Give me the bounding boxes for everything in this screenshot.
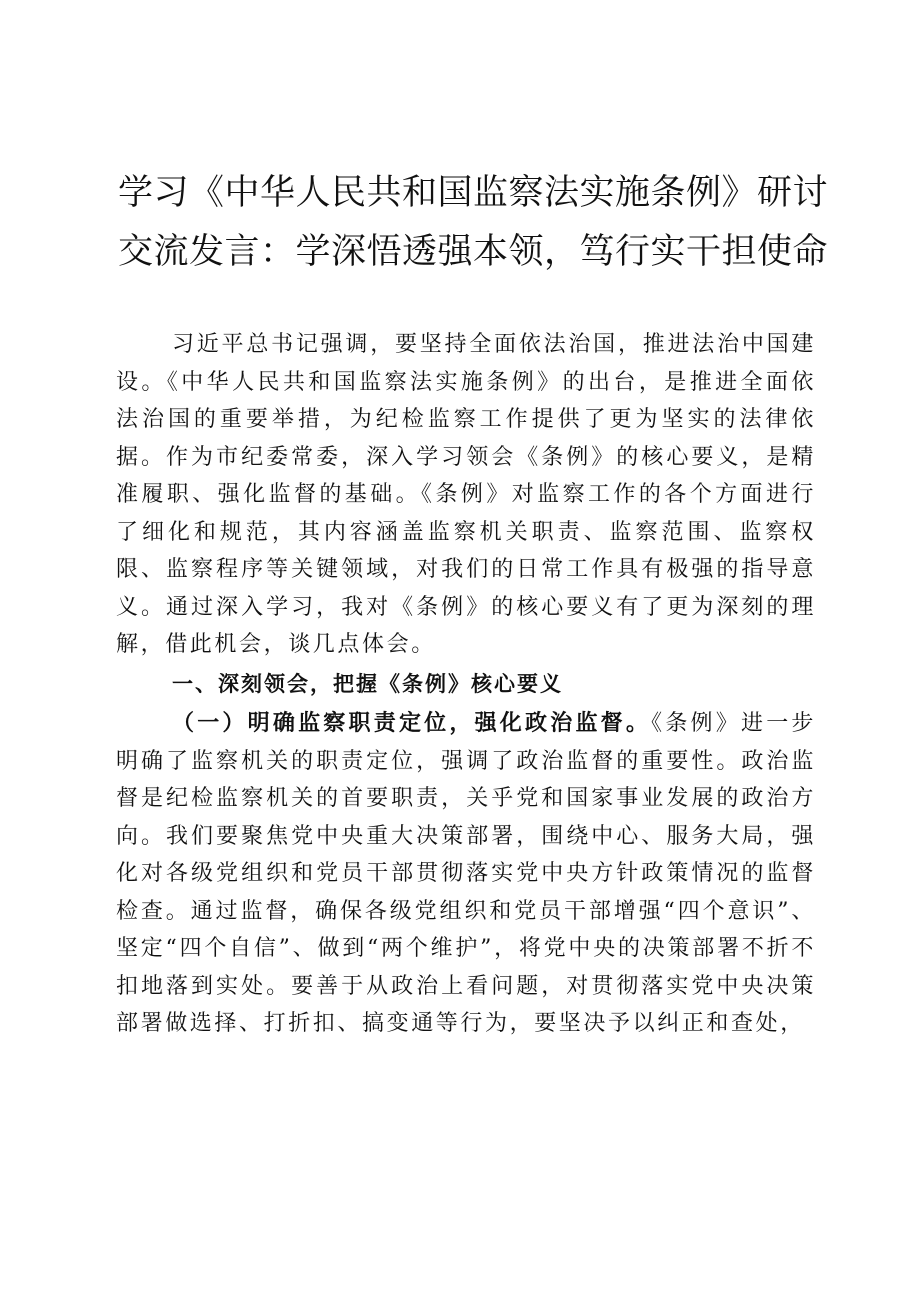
subsection-text: 《条例》进一步明确了监察机关的职责定位，强调了政治监督的重要性。政治监督是纪检监察机关的首要职责，关乎党和国家事业发展的政治方向。我们要聚焦党中央重大决策部署，围绕中心、服务大局，强化对各级党组织和党员干部贯彻落实党中央方针政策情况的监督检查。通过监督，确保各级党组织和党员干部增强“四个意识”、坚定“四个自信”、做到“两个维护”，将党中央的决策部署不折不扣地落到实处。要善于从政治上看问题，对贯彻落实党中央决策部署做选择、打折扣、搞变通等行为，要坚决予以纠正和查处， xyxy=(116,711,817,1036)
intro-paragraph: 习近平总书记强调，要坚持全面依法治国，推进法治中国建设。《中华人民共和国监察法实施条例》的出台，是推进全面依法治国的重要举措，为纪检监察工作提供了更为坚实的法律依据。作为市纪委常委，深入学习领会《条例》的核心要义，是精准履职、强化监督的基础。《条例》对监察工作的各个方面进行了细化和规范，其内容涵盖监察机关职责、监察范围、监察权限、监察程序等关键领域，对我们的日常工作具有极强的指导意义。通过深入学习，我对《条例》的核心要义有了更为深刻的理解，借此机会，谈几点体会。 xyxy=(116,332,816,657)
document-title xyxy=(118,164,829,282)
subsection-paragraph xyxy=(116,705,816,1043)
title-line-1: 学习《中华人民共和国监察法实施条例》研讨 xyxy=(118,173,829,213)
title-line-2: 交流发言：学深悟透强本领，笃行实干担使命 xyxy=(118,232,829,272)
document-body xyxy=(116,326,816,1043)
section-heading: 一、深刻领会，把握《条例》核心要义 xyxy=(172,671,563,696)
subsection-heading: （一）明确监察职责定位，强化政治监督。 xyxy=(172,711,652,736)
